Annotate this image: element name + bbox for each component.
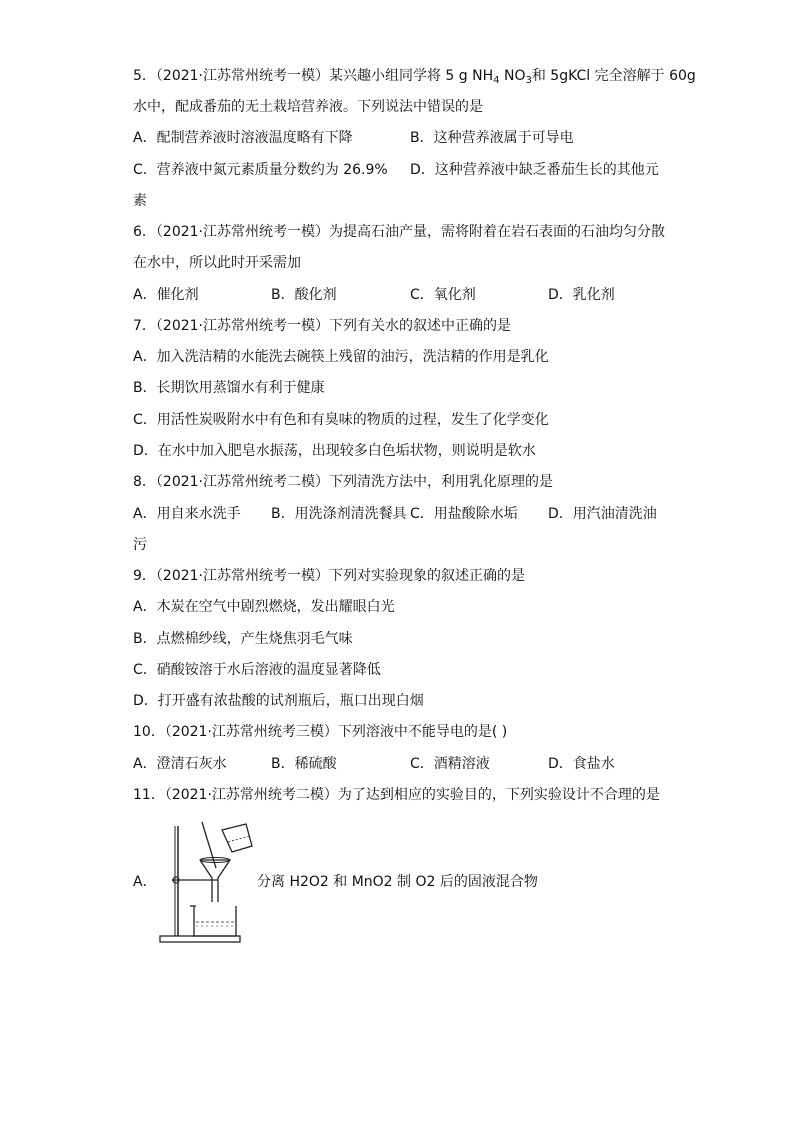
q11-stem: 11．（2021·江苏常州统考二模）为了达到相应的实验目的，下列实验设计不合理的是 xyxy=(133,787,660,803)
q5-option-d: D．这种营养液中缺乏番茄生长的其他元 xyxy=(410,162,659,178)
q5-option-b: B．这种营养液属于可导电 xyxy=(410,130,574,146)
glass-rod xyxy=(202,822,216,868)
q9-stem: 9．（2021·江苏常州统考一模）下列对实验现象的叙述正确的是 xyxy=(133,568,525,584)
q10-option-b: B．稀硫酸 xyxy=(271,756,337,772)
q7-option-d: D．在水中加入肥皂水振荡，出现较多白色垢状物，则说明是软水 xyxy=(133,443,536,459)
q6-option-d: D．乳化剂 xyxy=(548,287,615,303)
q8-stem: 8．（2021·江苏常州统考二模）下列清洗方法中，利用乳化原理的是 xyxy=(133,474,553,490)
q8-options xyxy=(133,504,693,524)
q10-option-c: C．酒精溶液 xyxy=(410,756,490,772)
q5-stem-line2: 水中，配成番茄的无土栽培营养液。下列说法中错误的是 xyxy=(133,99,483,115)
q5-option-d-continued: 素 xyxy=(133,193,147,209)
pouring-beaker xyxy=(222,824,252,852)
pouring-liquid-level xyxy=(228,836,250,842)
q11-option-a-label: A． xyxy=(133,874,157,890)
q5-options-row1 xyxy=(133,128,693,148)
q6-stem-line2: 在水中，所以此时开采需加 xyxy=(133,255,301,271)
q8-option-d: D．用汽油清洗油 xyxy=(548,506,657,522)
q8-option-b: B．用洗涤剂清洗餐具 xyxy=(271,506,407,522)
q10-option-a: A．澄清石灰水 xyxy=(133,756,227,772)
stand-base xyxy=(160,936,240,942)
q5-options-row2 xyxy=(133,160,693,180)
q9-option-c: C．硝酸铵溶于水后溶液的温度显著降低 xyxy=(133,662,381,678)
q9-option-b: B．点燃棉纱线，产生烧焦羽毛气味 xyxy=(133,631,353,647)
q5-option-a: A．配制营养液时溶液温度略有下降 xyxy=(133,130,353,146)
q10-option-d: D．食盐水 xyxy=(548,756,615,772)
q5-stem-line1: 5．（2021·江苏常州统考一模）某兴趣小组同学将 5 g $NH_4$ $NO_3$和 5gKCl 完全溶解于 60g xyxy=(133,68,696,86)
q11-option-a-text: 分离 H2O2 和 MnO2 制 O2 后的固液混合物 xyxy=(257,874,538,890)
q8-option-d-continued: 污 xyxy=(133,537,147,553)
q8-option-c: C．用盐酸除水垢 xyxy=(410,506,518,522)
q7-option-a: A．加入洗洁精的水能洗去碗筷上残留的油污，洗洁精的作用是乳化 xyxy=(133,349,549,365)
q6-options xyxy=(133,285,693,305)
q7-option-c: C．用活性炭吸附水中有色和有臭味的物质的过程，发生了化学变化 xyxy=(133,412,549,428)
q10-stem: 10．（2021·江苏常州统考三模）下列溶液中不能导电的是( ) xyxy=(133,724,508,740)
q7-stem: 7．（2021·江苏常州统考一模）下列有关水的叙述中正确的是 xyxy=(133,318,511,334)
q6-option-a: A．催化剂 xyxy=(133,287,199,303)
receiving-beaker xyxy=(194,906,236,936)
q6-stem-line1: 6．（2021·江苏常州统考一模）为提高石油产量，需将附着在岩石表面的石油均匀分散 xyxy=(133,224,665,240)
q6-option-b: B．酸化剂 xyxy=(271,287,337,303)
q9-option-d: D．打开盛有浓盐酸的试剂瓶后，瓶口出现白烟 xyxy=(133,693,424,709)
q8-option-a: A．用自来水洗手 xyxy=(133,506,241,522)
q5-option-c: C．营养液中氮元素质量分数约为 26.9% xyxy=(133,162,388,178)
q10-options xyxy=(133,754,693,774)
q7-option-b: B．长期饮用蒸馏水有利于健康 xyxy=(133,380,325,396)
funnel-left xyxy=(200,860,212,902)
q6-option-c: C．氧化剂 xyxy=(410,287,476,303)
filtration-apparatus-figure xyxy=(150,818,255,948)
q9-option-a: A．木炭在空气中剧烈燃烧，发出耀眼白光 xyxy=(133,599,395,615)
